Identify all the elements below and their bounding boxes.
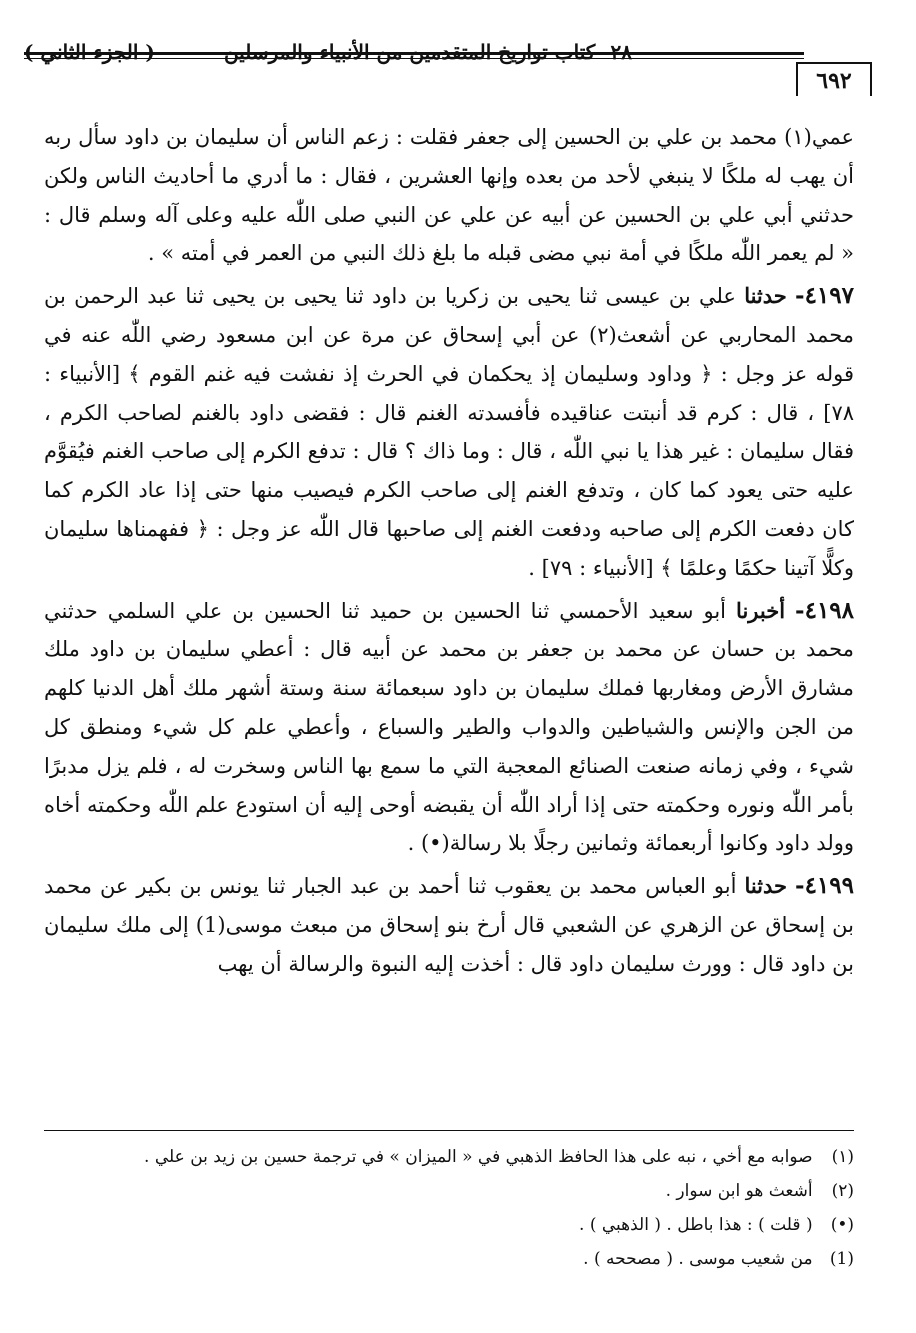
- footnote-separator: [44, 1130, 854, 1131]
- footnote: [44, 1174, 854, 1208]
- footnotes: [44, 1140, 854, 1276]
- footnote: [44, 1208, 854, 1242]
- paragraph-intro: عمي(١) محمد بن علي بن الحسين إلى جعفر فقلت : زعم الناس أن سليمان بن داود سأل ربه أن يهب له ملكًا لا ينبغي لأحد من بعده وإنها العشرين ، فقال : ما أدري ما أحاديث الناس ولكن حدثني أبي علي بن الحسين عن أبيه عن علي عن النبي صلى اللّٰه عليه وعلى آله وسلم قال : « لم يعمر اللّٰه ملكًا في أمة نبي مضى قبله ما بلغ ذلك النبي من العمر في أمته » .: [44, 125, 855, 266]
- hadith-4198: [44, 592, 854, 864]
- footnote-marker: (•): [830, 1215, 854, 1235]
- narration-verb: حدثنا: [744, 283, 787, 309]
- hadith-text: علي بن عيسى ثنا يحيى بن زكريا بن داود ثنا يحيى بن يحيى ثنا عبد الرحمن بن محمد المحاربي عن أشعث(٢) عن أبي إسحاق عن مرة عن ابن مسعود رضي اللّٰه عنه في قوله عز وجل : ﴿ وداود وسليمان إذ يحكمان في الحرث إذ نفشت فيه غنم القوم ﴾ [الأنبياء : ٧٨] ، قال : كرم قد أنبتت عناقيده فأفسدته الغنم قال : فقضى داود بالغنم لصاحب الكرم ، فقال سليمان : غير هذا يا نبي اللّٰه ، قال : وما ذاك ؟ قال : تدفع الكرم إلى صاحب الغنم فيُقوَّم عليه حتى يعود كما كان ، وتدفع الغنم إلى صاحب الكرم فيصيب منها حتى إذا عاد الكرم كما كان دفعت الكرم إلى صاحبه ودفعت الغنم إلى صاحبها قال اللّٰه عز وجل : ﴿ ففهمناها سليمان وكلًّا آتينا حكمًا وعلمًا ﴾ [الأنبياء : ٧٩] .: [44, 284, 854, 580]
- footnote-text: أشعث هو ابن سوار .: [665, 1181, 813, 1201]
- footnote-text: من شعيب موسى . ( مصححه ) .: [583, 1249, 813, 1269]
- footnote-marker: (1): [829, 1249, 854, 1269]
- footnote-marker: (١): [831, 1147, 854, 1167]
- hadith-text: أبو العباس محمد بن يعقوب ثنا أحمد بن عبد الجبار ثنا يونس بن بكير عن محمد بن إسحاق عن الزهري عن الشعبي قال أرخ بنو إسحاق من مبعث موسى(1) إلى ملك سليمان بن داود قال : وورث سليمان داود قال : أخذت إليه النبوة والرسالة أن يهب: [44, 874, 854, 976]
- hadith-4197: [44, 277, 854, 587]
- hadith-number: ٤١٩٧-: [795, 282, 854, 310]
- narration-verb: أخبرنا: [736, 597, 786, 623]
- footnote: [44, 1140, 854, 1174]
- book-chapter-title: ٢٨- كتاب تواريخ المتقدمين من الأنبياء والمرسلين: [223, 40, 632, 64]
- header-rule: [24, 52, 804, 55]
- volume-part-label: ( الجزء الثاني ): [24, 40, 155, 64]
- narration-verb: حدثنا: [744, 873, 788, 899]
- header-rule-thin: [24, 58, 804, 59]
- footnote: [44, 1242, 854, 1276]
- hadith-number: ٤١٩٩-: [795, 872, 854, 900]
- page-number: ٦٩٢: [796, 62, 872, 96]
- footnote-text: ( قلت ) : هذا باطل . ( الذهبي ) .: [579, 1215, 813, 1235]
- main-text: [44, 118, 854, 984]
- footnote-marker: (٢): [831, 1181, 854, 1201]
- hadith-4199: [44, 867, 854, 983]
- footnote-text: صوابه مع أخي ، نبه على هذا الحافظ الذهبي في « الميزان » في ترجمة حسين بن زيد بن علي .: [144, 1147, 813, 1167]
- hadith-number: ٤١٩٨-: [795, 596, 855, 624]
- hadith-text: أبو سعيد الأحمسي ثنا الحسين بن حميد ثنا الحسين بن علي السلمي حدثني محمد بن حسان عن محمد بن جعفر بن محمد عن أبيه قال : أعطي سليمان بن داود ملك مشارق الأرض ومغاربها فملك سليمان بن داود سبعمائة سنة وستة أشهر ملك أهل الدنيا كلهم من الجن والإنس والشياطين والدواب والطير والسباع ، وأعطي علم كل شيء ومنطق كل شيء ، وفي زمانه صنعت الصنائع المعجبة التي ما سمع بها الناس وسخرت له ، فلم يزل مدبرًا بأمر اللّٰه ونوره وحكمته حتى إذا أراد اللّٰه أن يقبضه أوحى إليه أن استودع علم اللّٰه وحكمته أخاه وولد داود وكانوا أربعمائة وثمانين رجلًا بلا رسالة(•) .: [44, 598, 854, 856]
- page-header: [24, 40, 872, 94]
